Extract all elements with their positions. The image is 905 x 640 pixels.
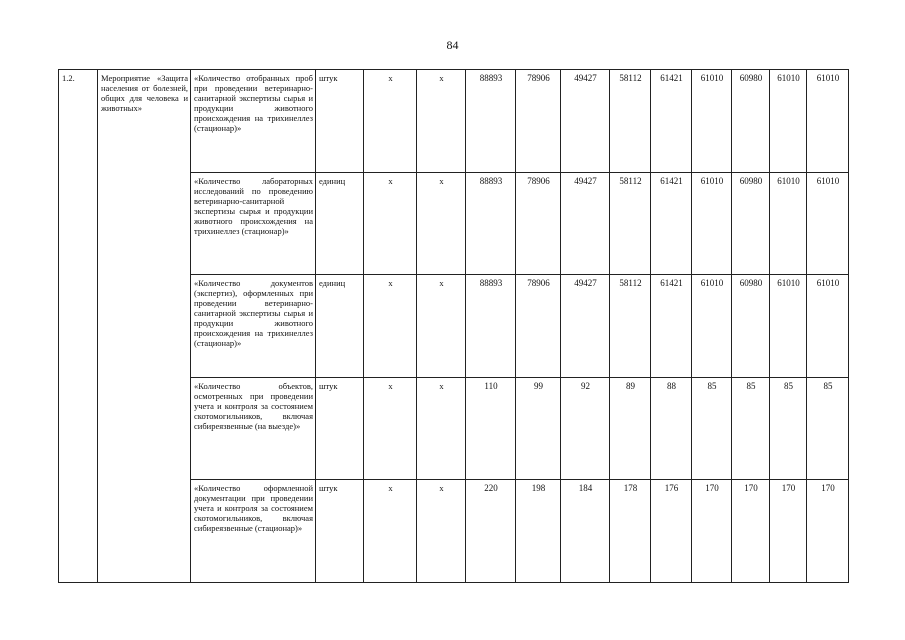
value-cell: 60980 (732, 70, 770, 173)
value-cell: 61421 (651, 173, 692, 275)
value-cell: 78906 (516, 173, 561, 275)
value-cell: 220 (466, 480, 516, 583)
value-cell: 61010 (770, 173, 807, 275)
value-cell: 110 (466, 378, 516, 480)
unit-cell: штук (316, 480, 364, 583)
placeholder-cell: х (417, 480, 466, 583)
value-cell: 61421 (651, 70, 692, 173)
value-cell: 85 (732, 378, 770, 480)
unit-cell: штук (316, 378, 364, 480)
value-cell: 60980 (732, 275, 770, 378)
value-cell: 170 (770, 480, 807, 583)
item-number: 1.2. (59, 70, 98, 583)
value-cell: 78906 (516, 70, 561, 173)
placeholder-cell: х (417, 378, 466, 480)
placeholder-cell: х (364, 378, 417, 480)
placeholder-cell: х (364, 70, 417, 173)
indicator-name: «Количество документов (экспертиз), оформленных при проведении ветеринарно-санитарной экспертизы сырья и продукции животного происхождения на трихинеллез (стационар)» (191, 275, 316, 378)
placeholder-cell: х (364, 173, 417, 275)
indicator-name: «Количество лабораторных исследований по проведению ветеринарно-санитарной экспертизы сырья и продукции животного происхождения на трихинеллез (стационар)» (191, 173, 316, 275)
value-cell: 49427 (561, 275, 610, 378)
value-cell: 61010 (807, 173, 849, 275)
placeholder-cell: х (417, 173, 466, 275)
indicator-name: «Количество отобранных проб при проведении ветеринарно-санитарной экспертизы сырья и продукции животного происхождения на трихинеллез (стационар)» (191, 70, 316, 173)
value-cell: 89 (610, 378, 651, 480)
placeholder-cell: х (417, 275, 466, 378)
value-cell: 49427 (561, 70, 610, 173)
value-cell: 184 (561, 480, 610, 583)
value-cell: 61010 (807, 70, 849, 173)
value-cell: 170 (692, 480, 732, 583)
event-title: Мероприятие «Защита населения от болезней, общих для человека и животных» (98, 70, 191, 583)
value-cell: 78906 (516, 275, 561, 378)
value-cell: 88 (651, 378, 692, 480)
value-cell: 61010 (770, 70, 807, 173)
value-cell: 176 (651, 480, 692, 583)
placeholder-cell: х (417, 70, 466, 173)
value-cell: 85 (770, 378, 807, 480)
value-cell: 178 (610, 480, 651, 583)
table-row (59, 70, 849, 173)
value-cell: 85 (692, 378, 732, 480)
indicator-name: «Количество объектов, осмотренных при проведении учета и контроля за состоянием скотомогильников, включая сибиреязвенные (на выезде)» (191, 378, 316, 480)
indicator-name: «Количество оформленной документации при проведении учета и контроля за состоянием скотомогильников, включая сибиреязвенные (стационар)» (191, 480, 316, 583)
value-cell: 88893 (466, 70, 516, 173)
value-cell: 58112 (610, 173, 651, 275)
value-cell: 170 (807, 480, 849, 583)
value-cell: 61010 (770, 275, 807, 378)
value-cell: 61421 (651, 275, 692, 378)
placeholder-cell: х (364, 275, 417, 378)
value-cell: 198 (516, 480, 561, 583)
value-cell: 60980 (732, 173, 770, 275)
indicator-table (58, 69, 849, 583)
page-number: 84 (446, 38, 459, 52)
unit-cell: единиц (316, 275, 364, 378)
value-cell: 170 (732, 480, 770, 583)
value-cell: 61010 (692, 275, 732, 378)
value-cell: 88893 (466, 173, 516, 275)
placeholder-cell: х (364, 480, 417, 583)
value-cell: 92 (561, 378, 610, 480)
value-cell: 61010 (807, 275, 849, 378)
value-cell: 58112 (610, 275, 651, 378)
value-cell: 88893 (466, 275, 516, 378)
value-cell: 85 (807, 378, 849, 480)
value-cell: 61010 (692, 173, 732, 275)
value-cell: 99 (516, 378, 561, 480)
unit-cell: единиц (316, 173, 364, 275)
value-cell: 58112 (610, 70, 651, 173)
value-cell: 61010 (692, 70, 732, 173)
value-cell: 49427 (561, 173, 610, 275)
unit-cell: штук (316, 70, 364, 173)
